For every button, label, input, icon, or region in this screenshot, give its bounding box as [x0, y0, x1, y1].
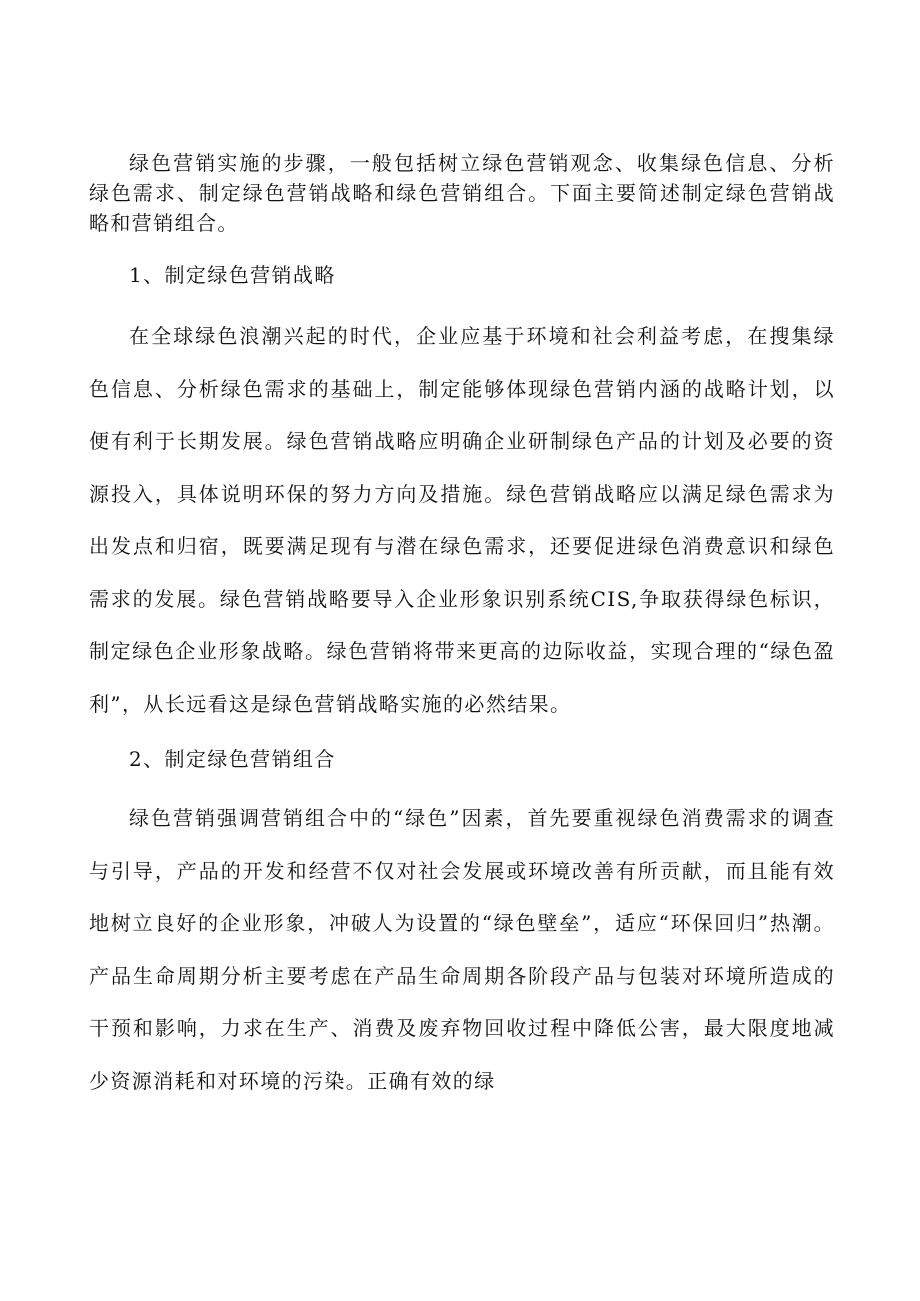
- document-body: [89, 148, 835, 1107]
- intro-paragraph: 绿色营销实施的步骤，一般包括树立绿色营销观念、收集绿色信息、分析绿色需求、制定绿色营销战略和绿色营销组合。下面主要简述制定绿色营销战略和营销组合。: [89, 151, 835, 235]
- section-1-heading: 1、制定绿色营销战略: [129, 263, 336, 287]
- section-1-paragraph: 在全球绿色浪潮兴起的时代，企业应基于环境和社会利益考虑，在搜集绿色信息、分析绿色需求的基础上，制定能够体现绿色营销内涵的战略计划，以便有利于长期发展。绿色营销战略应明确企业研制绿色产品的计划及必要的资源投入，具体说明环保的努力方向及措施。绿色营销战略应以满足绿色需求为出发点和归宿，既要满足现有与潜在绿色需求，还要促进绿色消费意识和绿色需求的发展。绿色营销战略要导入企业形象识别系统CIS,争取获得绿色标识，制定绿色企业形象战略。绿色营销将带来更高的边际收益，实现合理的“绿色盈利”，从长远看这是绿色营销战略实施的必然结果。: [89, 324, 835, 716]
- section-2-heading: 2、制定绿色营销组合: [129, 747, 336, 771]
- section-2-paragraph: 绿色营销强调营销组合中的“绿色”因素，首先要重视绿色消费需求的调查与引导，产品的开发和经营不仅对社会发展或环境改善有所贡献，而且能有效地树立良好的企业形象，冲破人为设置的“绿色壁垒”，适应“环保回归”热潮。产品生命周期分析主要考虑在产品生命周期各阶段产品与包装对环境所造成的干预和影响，力求在生产、消费及废弃物回收过程中降低公害，最大限度地减少资源消耗和对环境的污染。正确有效的绿: [89, 806, 835, 1093]
